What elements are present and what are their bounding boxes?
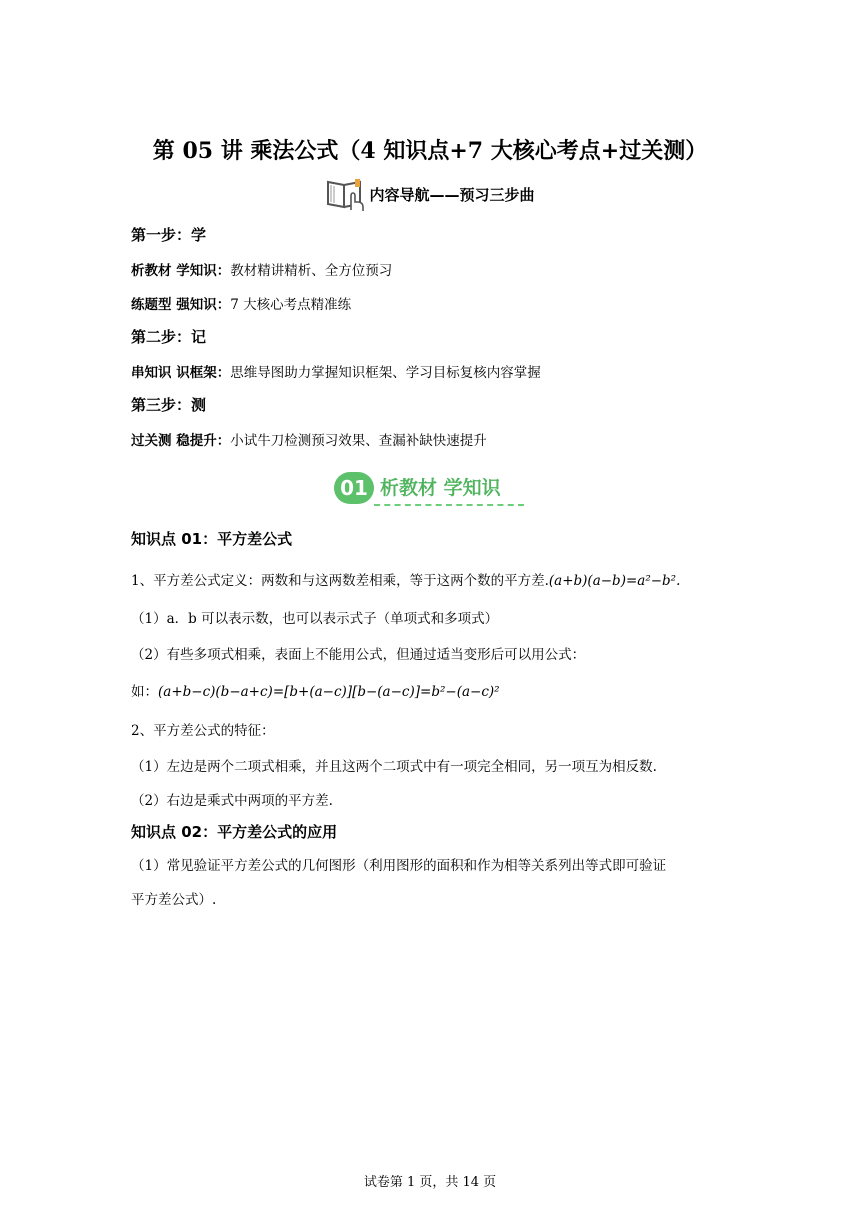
item-prefix: （1） bbox=[131, 611, 167, 627]
page-footer: 试卷第 1 页，共 14 页 bbox=[363, 1175, 497, 1190]
step3-heading: 第三步：测 bbox=[131, 396, 207, 414]
step-line-text: 小试牛刀检测预习效果、查漏补缺快速提升 bbox=[230, 433, 487, 449]
step-line-label: 析教材 学知识： bbox=[131, 263, 231, 279]
section-title: 析教材 学知识 bbox=[380, 477, 501, 499]
step3-line1 bbox=[131, 429, 487, 449]
kp1-example bbox=[131, 680, 500, 700]
section-underline bbox=[374, 504, 524, 506]
step-line-label: 过关测 稳提升： bbox=[131, 433, 231, 449]
step1-line2 bbox=[131, 293, 351, 313]
book-hand-icon bbox=[325, 176, 367, 212]
kp2-para-line1: （1）常见验证平方差公式的几何图形（利用图形的面积和作为相等关系列出等式即可验证 bbox=[131, 858, 667, 874]
section-badge bbox=[334, 470, 529, 510]
step2-heading: 第二步：记 bbox=[131, 328, 207, 346]
step-line-label: 串知识 识框架： bbox=[131, 365, 231, 381]
section-number: 01 bbox=[334, 472, 374, 504]
kp1-heading: 知识点 01：平方差公式 bbox=[131, 530, 293, 548]
kp1-item1 bbox=[131, 607, 498, 627]
formula: (a+b)(a−b)=a²−b². bbox=[548, 573, 681, 589]
content-nav bbox=[0, 176, 860, 212]
kp1-feature-title: 2、平方差公式的特征： bbox=[131, 723, 275, 739]
step-line-text: 教材精讲精析、全方位预习 bbox=[230, 263, 393, 279]
nav-title: 内容导航——预习三步曲 bbox=[369, 185, 535, 204]
example-formula: (a+b−c)(b−a+c)=[b+(a−c)][b−(a−c)]=b²−(a−c)² bbox=[158, 684, 500, 700]
step1-heading: 第一步：学 bbox=[131, 226, 207, 244]
step-line-text: 思维导图助力掌握知识框架、学习目标复核内容掌握 bbox=[230, 365, 541, 381]
kp1-item2: （2）有些多项式相乘，表面上不能用公式，但通过适当变形后可以用公式： bbox=[131, 647, 586, 663]
step1-line1 bbox=[131, 259, 392, 279]
kp2-heading: 知识点 02：平方差公式的应用 bbox=[131, 823, 338, 841]
page-title: 第 05 讲 乘法公式（4 知识点+7 大核心考点+过关测） bbox=[152, 138, 708, 164]
kp1-feature1: （1）左边是两个二项式相乘，并且这两个二项式中有一项完全相同，另一项互为相反数. bbox=[131, 759, 657, 775]
step2-line1 bbox=[131, 361, 541, 381]
item-text: a．b 可以表示数，也可以表示式子（单项式和多项式） bbox=[166, 611, 499, 627]
kp1-feature2: （2）右边是乘式中两项的平方差. bbox=[131, 793, 333, 809]
step-line-text: 7 大核心考点精准练 bbox=[230, 297, 352, 313]
step-line-label: 练题型 强知识： bbox=[131, 297, 231, 313]
kp1-definition bbox=[131, 569, 680, 589]
kp2-para-line2: 平方差公式）. bbox=[131, 892, 217, 908]
example-prefix: 如： bbox=[131, 684, 158, 700]
definition-text: 1、平方差公式定义：两数和与这两数差相乘，等于这两个数的平方差. bbox=[131, 573, 549, 589]
